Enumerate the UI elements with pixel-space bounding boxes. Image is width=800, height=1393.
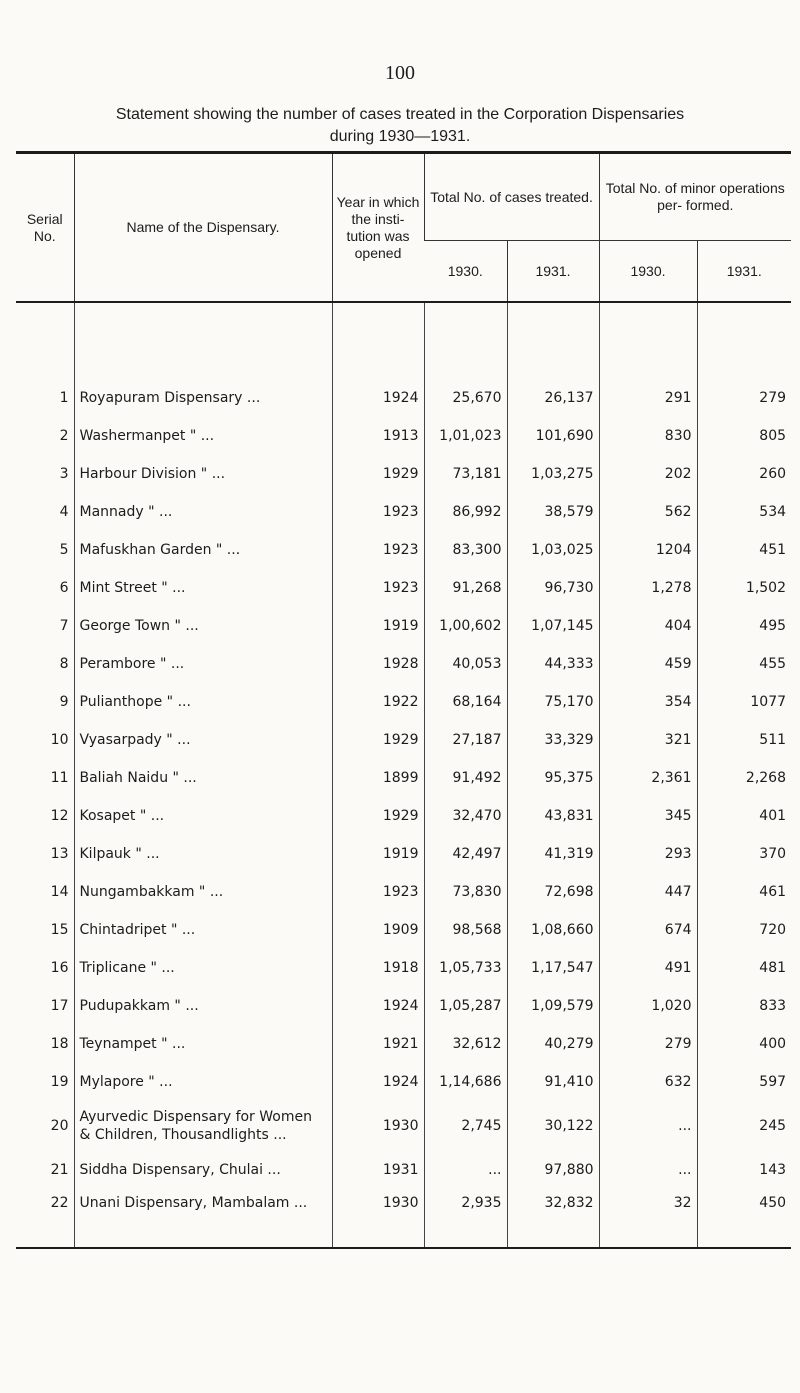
cell-year: 1928 xyxy=(332,645,424,683)
cell-ops-1930: 291 xyxy=(599,379,697,417)
cell-cases-1931: 30,122 xyxy=(507,1101,599,1151)
cell-serial: 15 xyxy=(50,922,69,938)
cell-serial: 16 xyxy=(50,960,69,976)
cell-ops-1931: 370 xyxy=(697,835,791,873)
table-row xyxy=(16,721,791,759)
cell-name: Baliah Naidu " ... xyxy=(74,759,332,797)
cell-ops-1931: 260 xyxy=(697,455,791,493)
cell-ops-1930: 1,278 xyxy=(599,569,697,607)
cell-cases-1930: 27,187 xyxy=(424,721,507,759)
cell-cases-1931: 72,698 xyxy=(507,873,599,911)
cell-year: 1929 xyxy=(332,721,424,759)
cell-year: 1899 xyxy=(332,759,424,797)
table-row xyxy=(16,1063,791,1101)
cell-cases-1930: 86,992 xyxy=(424,493,507,531)
cell-year: 1931 xyxy=(332,1151,424,1189)
cell-name: Mannady " ... xyxy=(74,493,332,531)
cell-year: 1921 xyxy=(332,1025,424,1063)
cell-ops-1931: 400 xyxy=(697,1025,791,1063)
cell-ops-1931: 279 xyxy=(697,379,791,417)
cell-cases-1930: 68,164 xyxy=(424,683,507,721)
cell-cases-1931: 38,579 xyxy=(507,493,599,531)
cell-ops-1931: 534 xyxy=(697,493,791,531)
cell-cases-1930: 1,05,287 xyxy=(424,987,507,1025)
cell-year: 1930 xyxy=(332,1189,424,1248)
cell-name: Perambore " ... xyxy=(74,645,332,683)
title-line-2: during 1930—1931. xyxy=(329,128,471,145)
cell-ops-1930: 674 xyxy=(599,911,697,949)
cell-cases-1931: 1,03,275 xyxy=(507,455,599,493)
cell-ops-1931: 455 xyxy=(697,645,791,683)
cell-year: 1923 xyxy=(332,531,424,569)
cell-ops-1931: 1077 xyxy=(697,683,791,721)
cell-cases-1931: 43,831 xyxy=(507,797,599,835)
cell-ops-1931: 481 xyxy=(697,949,791,987)
cell-ops-1930: 321 xyxy=(599,721,697,759)
table-row xyxy=(16,455,791,493)
page-title xyxy=(100,104,700,148)
header-name: Name of the Dispensary. xyxy=(74,153,332,303)
cell-serial: 22 xyxy=(50,1195,69,1211)
table-row xyxy=(16,949,791,987)
cell-year: 1924 xyxy=(332,379,424,417)
table-row xyxy=(16,987,791,1025)
cell-name: Mint Street " ... xyxy=(74,569,332,607)
table-row xyxy=(16,1151,791,1189)
cell-cases-1930: 2,935 xyxy=(424,1189,507,1248)
cell-serial: 10 xyxy=(50,732,69,748)
cell-ops-1930: 1,020 xyxy=(599,987,697,1025)
header-serial: Serial No. xyxy=(26,210,63,244)
cell-serial: 8 xyxy=(59,656,69,672)
cell-name: Triplicane " ... xyxy=(74,949,332,987)
cell-cases-1930: 73,181 xyxy=(424,455,507,493)
table-row xyxy=(16,531,791,569)
cell-ops-1930: 459 xyxy=(599,645,697,683)
cell-ops-1931: 720 xyxy=(697,911,791,949)
cell-cases-1930: 1,00,602 xyxy=(424,607,507,645)
cell-cases-1931: 33,329 xyxy=(507,721,599,759)
cell-cases-1930: 73,830 xyxy=(424,873,507,911)
cell-cases-1930: 1,14,686 xyxy=(424,1063,507,1101)
cell-cases-1931: 26,137 xyxy=(507,379,599,417)
cell-ops-1930: 293 xyxy=(599,835,697,873)
cell-cases-1931: 1,08,660 xyxy=(507,911,599,949)
cell-serial: 9 xyxy=(59,694,69,710)
cell-name: Nungambakkam " ... xyxy=(74,873,332,911)
cell-name: Vyasarpady " ... xyxy=(74,721,332,759)
table-row xyxy=(16,1101,791,1151)
cell-serial: 1 xyxy=(59,390,69,406)
cell-cases-1931: 1,17,547 xyxy=(507,949,599,987)
table-row xyxy=(16,379,791,417)
cell-serial: 12 xyxy=(50,808,69,824)
cell-cases-1931: 95,375 xyxy=(507,759,599,797)
cell-ops-1930: 345 xyxy=(599,797,697,835)
cell-cases-1931: 96,730 xyxy=(507,569,599,607)
table-row xyxy=(16,1025,791,1063)
table-row xyxy=(16,797,791,835)
cell-year: 1919 xyxy=(332,607,424,645)
cell-year: 1919 xyxy=(332,835,424,873)
cell-ops-1931: 511 xyxy=(697,721,791,759)
cell-serial: 7 xyxy=(59,618,69,634)
header-operations: Total No. of minor operations per- formed. xyxy=(599,153,791,241)
header-ops-1930: 1930. xyxy=(599,241,697,303)
header-cases-1931: 1931. xyxy=(507,241,599,303)
cell-serial: 5 xyxy=(59,542,69,558)
cell-serial: 21 xyxy=(50,1162,69,1178)
cell-serial: 20 xyxy=(50,1118,69,1134)
table-row xyxy=(16,493,791,531)
header-ops-1931: 1931. xyxy=(697,241,791,303)
cell-ops-1931: 450 xyxy=(697,1189,791,1248)
cell-ops-1930: 404 xyxy=(599,607,697,645)
cell-name: Mafuskhan Garden " ... xyxy=(74,531,332,569)
cell-serial: 13 xyxy=(50,846,69,862)
cell-name: Kilpauk " ... xyxy=(74,835,332,873)
cell-ops-1930: 447 xyxy=(599,873,697,911)
cell-ops-1930: 491 xyxy=(599,949,697,987)
table-row xyxy=(16,759,791,797)
cell-cases-1930: 91,268 xyxy=(424,569,507,607)
cell-name: Mylapore " ... xyxy=(74,1063,332,1101)
cell-ops-1931: 2,268 xyxy=(697,759,791,797)
cell-ops-1931: 401 xyxy=(697,797,791,835)
cell-year: 1923 xyxy=(332,873,424,911)
cell-ops-1931: 143 xyxy=(697,1151,791,1189)
table-row xyxy=(16,911,791,949)
cell-serial: 2 xyxy=(59,428,69,444)
cell-year: 1923 xyxy=(332,493,424,531)
cell-year: 1929 xyxy=(332,797,424,835)
cell-name: Royapuram Dispensary ... xyxy=(74,379,332,417)
cell-cases-1930: 25,670 xyxy=(424,379,507,417)
cell-name: Pulianthope " ... xyxy=(74,683,332,721)
cell-name: Pudupakkam " ... xyxy=(74,987,332,1025)
cell-ops-1930: 279 xyxy=(599,1025,697,1063)
cell-serial: 18 xyxy=(50,1036,69,1052)
cell-ops-1931: 451 xyxy=(697,531,791,569)
cell-name: Harbour Division " ... xyxy=(74,455,332,493)
cell-year: 1909 xyxy=(332,911,424,949)
cell-ops-1931: 597 xyxy=(697,1063,791,1101)
cell-year: 1918 xyxy=(332,949,424,987)
cell-serial: 11 xyxy=(50,770,69,786)
cell-year: 1922 xyxy=(332,683,424,721)
table-row xyxy=(16,417,791,455)
table-row xyxy=(16,569,791,607)
cell-cases-1931: 40,279 xyxy=(507,1025,599,1063)
cell-year: 1929 xyxy=(332,455,424,493)
table-row xyxy=(16,835,791,873)
cell-name: Washermanpet " ... xyxy=(74,417,332,455)
cell-cases-1931: 97,880 xyxy=(507,1151,599,1189)
cell-cases-1930: 98,568 xyxy=(424,911,507,949)
cell-cases-1930: 83,300 xyxy=(424,531,507,569)
cell-ops-1930: ... xyxy=(599,1101,697,1151)
cell-name: Chintadripet " ... xyxy=(74,911,332,949)
header-cases: Total No. of cases treated. xyxy=(424,153,599,241)
cell-cases-1930: 2,745 xyxy=(424,1101,507,1151)
table-row xyxy=(16,683,791,721)
cell-serial: 19 xyxy=(50,1074,69,1090)
title-line-1: Statement showing the number of cases treated in the Corporation Dispensaries xyxy=(115,106,685,123)
cell-ops-1930: 2,361 xyxy=(599,759,697,797)
cell-serial: 4 xyxy=(59,504,69,520)
cell-serial: 14 xyxy=(50,884,69,900)
cell-cases-1931: 101,690 xyxy=(507,417,599,455)
cell-ops-1930: 32 xyxy=(599,1189,697,1248)
cell-cases-1931: 32,832 xyxy=(507,1189,599,1248)
cell-serial: 6 xyxy=(59,580,69,596)
page-number: 100 xyxy=(385,62,415,84)
cell-cases-1930: ... xyxy=(424,1151,507,1189)
cell-cases-1931: 41,319 xyxy=(507,835,599,873)
cell-ops-1931: 1,502 xyxy=(697,569,791,607)
cell-ops-1931: 495 xyxy=(697,607,791,645)
table-row xyxy=(16,1189,791,1248)
cell-cases-1930: 32,470 xyxy=(424,797,507,835)
cell-ops-1930: 1204 xyxy=(599,531,697,569)
cell-ops-1930: 354 xyxy=(599,683,697,721)
cell-cases-1931: 1,09,579 xyxy=(507,987,599,1025)
cell-name: Teynampet " ... xyxy=(74,1025,332,1063)
cell-cases-1931: 44,333 xyxy=(507,645,599,683)
header-year: Year in which the insti- tution was opened xyxy=(332,153,424,303)
cell-year: 1923 xyxy=(332,569,424,607)
cell-ops-1931: 461 xyxy=(697,873,791,911)
cell-name: Ayurvedic Dispensary for Women & Children, Thousandlights ... xyxy=(74,1101,332,1151)
cell-cases-1931: 91,410 xyxy=(507,1063,599,1101)
cell-ops-1931: 805 xyxy=(697,417,791,455)
cell-cases-1930: 32,612 xyxy=(424,1025,507,1063)
table-row xyxy=(16,645,791,683)
cell-year: 1924 xyxy=(332,1063,424,1101)
cell-year: 1913 xyxy=(332,417,424,455)
cell-ops-1930: 202 xyxy=(599,455,697,493)
cell-cases-1930: 42,497 xyxy=(424,835,507,873)
cell-name: Kosapet " ... xyxy=(74,797,332,835)
header-cases-1930: 1930. xyxy=(424,241,507,303)
cell-ops-1931: 833 xyxy=(697,987,791,1025)
cell-ops-1930: 830 xyxy=(599,417,697,455)
cell-cases-1930: 40,053 xyxy=(424,645,507,683)
cell-serial: 17 xyxy=(50,998,69,1014)
cell-cases-1930: 91,492 xyxy=(424,759,507,797)
cell-cases-1931: 1,03,025 xyxy=(507,531,599,569)
cell-name: Siddha Dispensary, Chulai ... xyxy=(74,1151,332,1189)
cell-ops-1930: 632 xyxy=(599,1063,697,1101)
cell-ops-1930: ... xyxy=(599,1151,697,1189)
cell-name: George Town " ... xyxy=(74,607,332,645)
cell-cases-1931: 1,07,145 xyxy=(507,607,599,645)
table-row xyxy=(16,873,791,911)
cell-cases-1930: 1,05,733 xyxy=(424,949,507,987)
cell-cases-1931: 75,170 xyxy=(507,683,599,721)
table-row xyxy=(16,607,791,645)
dispensary-table xyxy=(16,151,791,1249)
cell-ops-1931: 245 xyxy=(697,1101,791,1151)
cell-serial: 3 xyxy=(59,466,69,482)
cell-year: 1924 xyxy=(332,987,424,1025)
cell-cases-1930: 1,01,023 xyxy=(424,417,507,455)
cell-year: 1930 xyxy=(332,1101,424,1151)
cell-name: Unani Dispensary, Mambalam ... xyxy=(74,1189,332,1248)
cell-ops-1930: 562 xyxy=(599,493,697,531)
